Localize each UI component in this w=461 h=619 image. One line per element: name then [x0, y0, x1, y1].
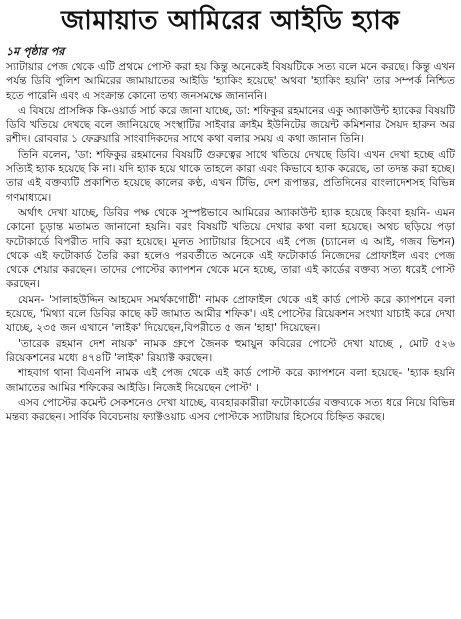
paragraph-7: শাহবাগ থানা বিএনপি নামক এই পেজ থেকে এই কার্ড পোস্ট করে ক্যাপশনে বলা হয়েছে- 'হ্যাক হয়নি জামাতের আমির শফিকের আইডি। নিজেই দিয়েছেন পোস্ট' ।: [6, 367, 455, 394]
article-body: [6, 60, 455, 424]
paragraph-6: 'তারেক রহমান দেশ নায়ক' নামক গ্রুপে জৈনক হুমায়ুন কবিরের পোস্টে দেখা যাচ্ছে , মোট ৫২৬ রিয়েকশনের মধ্যে ৪৭৪টি 'লাইক' রিয়্যাক্ট করছেন।: [6, 337, 455, 364]
paragraph-1: স্যাটায়ার পেজ থেকে এটি প্রথমে পোস্ট করা হয় কিন্তু অনেকেই বিষয়টিকে সত্য বলে মনে করছে। কিন্তু এখন পর্যন্ত ডিবি পুলিশ আমিরের জামায়াতের আইডি 'হ্যাকিং হয়েছে' অথবা 'হ্যাকিং হয়নি' তার সম্পর্ক নিশ্চিত হতে পারেনি এবং এ সংক্রান্ত কোনো তথ্য জনসমক্ষে জানাননি।: [6, 61, 455, 102]
paragraph-2: এ বিষয়ে প্রাসঙ্গিক কি-ওয়ার্ড সার্চ করে জানা যাচ্ছে, ডা: শফিকুর রহমানের একু অ্যাকাউন্ট হ্যাকের বিষয়টি ডিবি খতিয়ে দেখছে বলে জানিয়েছে সংস্থাটির সাইবার ক্রাইম ইউনিটের জয়েন্ট কমিশনার সৈয়দ হারুন অর রশীদ। রোববার ১ ফেব্রুয়ারি সাংবাদিকদের সাথে কথা বলার সময় এ কথা জানান তিনি।: [6, 104, 455, 146]
paragraph-8: এসব পোস্টের কমেন্ট সেকশনেও দেখা যাচ্ছে, ব্যবহারকারীরা ফটোকার্ডের বক্তব্যকে সত্য ধরে নিয়ে বিভিন্ন মন্তব্য করছেন। সার্বিক বিবেচনায় ফ্যাক্টওয়াচ এসব পোস্টকে স্যাটায়ার হিসেবে চিহ্নিত করছে।: [6, 396, 455, 424]
headline: জামায়াত আমিরের আইডি হ্যাক: [61, 6, 400, 36]
continued-from-label: ১ম পৃষ্ঠার পর: [6, 45, 65, 58]
paragraph-3: তিনি বলেন, 'ডা: শফিকুর রহমানের বিষয়টি গুরুত্বের সাথে খতিয়ে দেখছে ডিবি। এখন দেখা হচ্ছে এটি সত্যিই হ্যাক হয়েছে কি না। যদি হ্যাক হয়ে থাকে তাহলে কারা এবং কিভাবে হ্যাক করেছে, তা তদন্ত করা হচ্ছে। তার এই বক্তব্যটি প্রকাশিত হয়েছে কালের কণ্ঠ, এখন টিভি, দেশ রূপান্তর, প্রতিদিনের বাংলাদেশসহ বিভিন্ন গণমাধ্যমে।: [6, 148, 455, 204]
paragraph-5: যেমন- 'সালাহউদ্দিন আহমেদ সমর্থকগোষ্ঠী' নামক প্রোফাইল থেকে এই কার্ড পোস্ট করে ক্যাপশনে বলা হয়েছে, 'মিথ্যা বলে ডিবির কাছে কট জামাত আমীর শফিক'। এই পোস্টের রিয়েকশন সংখ্যা যাচাই করে দেখা যাচ্ছে, ২৩৫ জন এখানে 'লাইক' দিয়েছেন,বিপরীতে ৫ জন 'হাহা' দিয়েছেন।: [6, 293, 455, 335]
paragraph-4: অর্থাৎ দেখা যাচ্ছে, ডিবির পক্ষ থেকে সুস্পষ্টভাবে আমিরের অ্যাকাউন্ট হ্যাক হয়েছে কিংবা হয়নি- এমন কোনো চূড়ান্ত মতামত জানানো হয়নি। বরং বিষয়টি খতিয়ে দেখার কথা বলা হয়েছে। অথচ ছড়িয়ে পড়া ফটোকার্ডে বিপরীত দাবি করা হয়েছে। মূলত স্যাটায়ার হিসেবে এই পেজ (চ্যানেল এ আই, গজব ভিশন) থেকে এই ফটোকার্ড তৈরি করা হলেও পরবর্তীতে অনেকে এই ফটোকার্ড নিজেদের প্রোফাইল এবং পেজ থেকে শেয়ার করছেন। তাদের পোস্টের ক্যাপশন থেকে মনে হচ্ছে, তারা এই কার্ডের বক্তব্য সত্য ধরেই পোস্ট করছেন।: [6, 206, 455, 291]
